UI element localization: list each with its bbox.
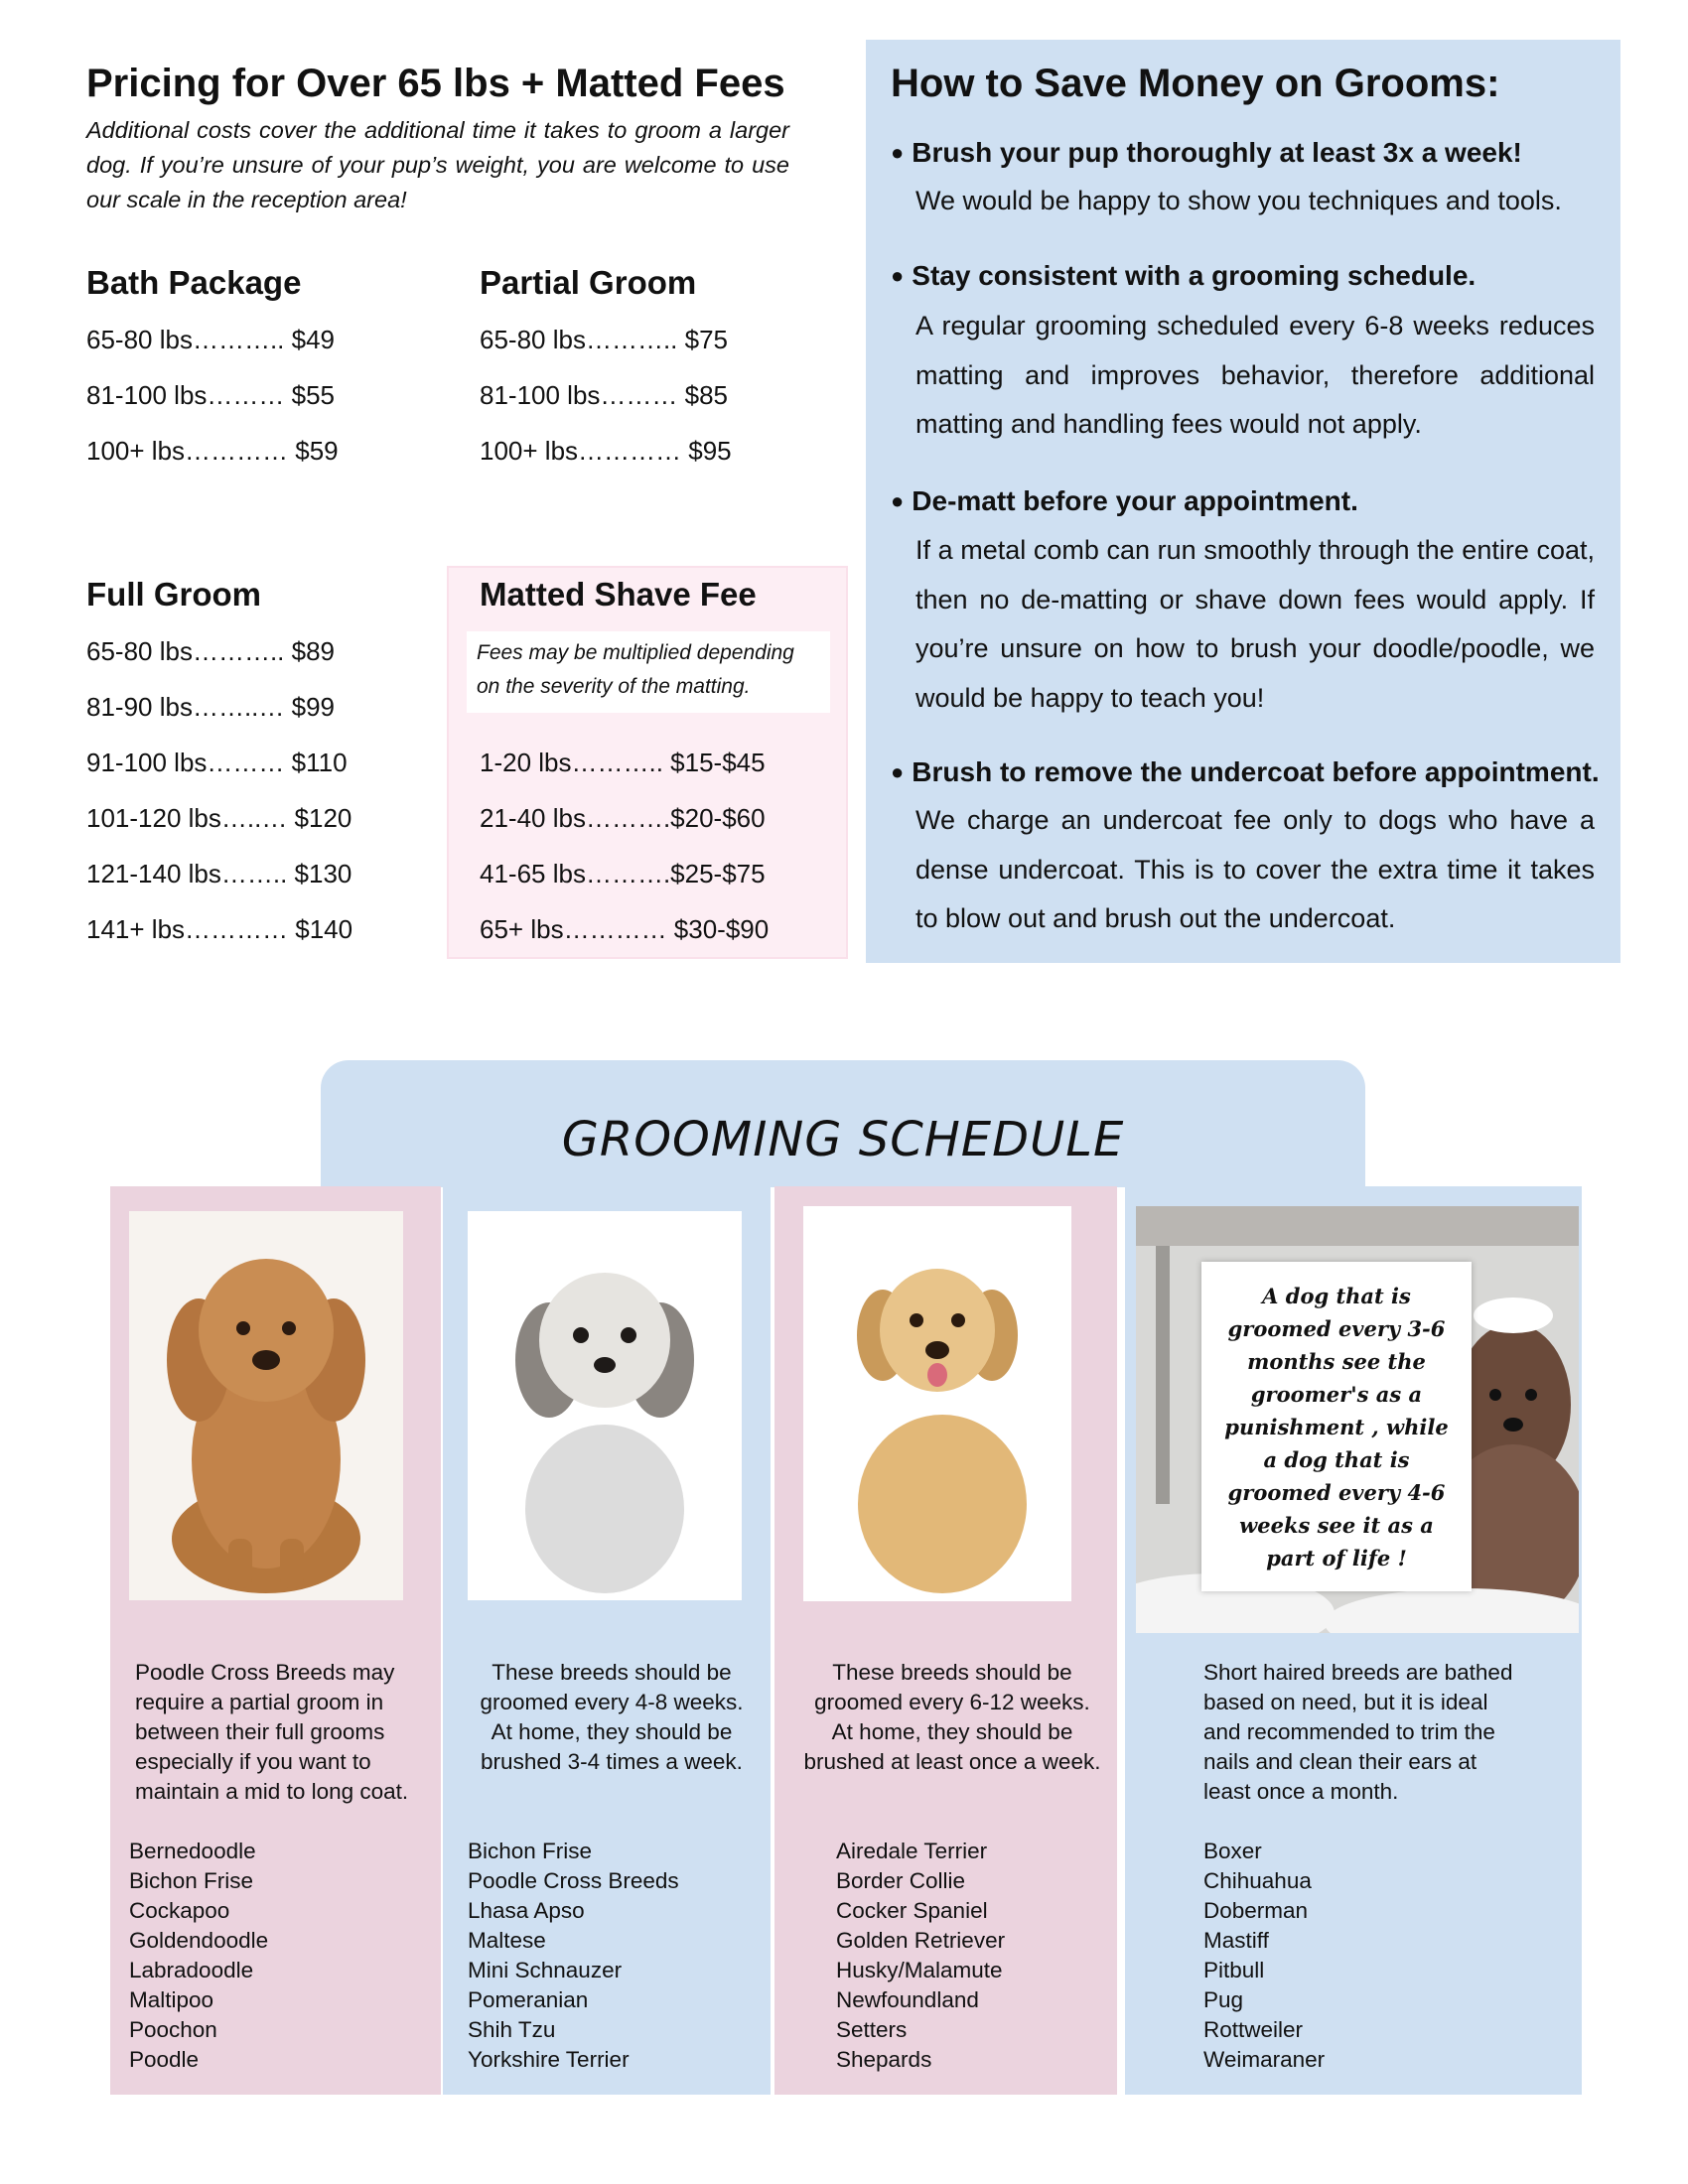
description-line: maintain a mid to long coat. [135,1779,409,1804]
description-line: especially if you want to [135,1749,371,1774]
breed-item: Maltipoo [129,1987,214,2012]
breed-item: Chihuahua [1203,1868,1312,1893]
bullet-icon: ● [891,488,905,513]
golden-retriever-photo [803,1206,1071,1601]
quote-line: part of life ! [1266,1546,1407,1570]
breed-item: Shih Tzu [468,2017,556,2042]
tip-body: We charge an undercoat fee only to dogs who have a dense undercoat. This is to cover the extra time it takes to blow out and brush out the undercoat. [915,805,1595,933]
breed-item: Airedale Terrier [836,1839,988,1863]
breed-item: Setters [836,2017,908,2042]
price-row: 121-140 lbs…….. $130 [86,859,352,888]
full-groom-title: Full Groom [86,576,261,613]
price-row: 41-65 lbs……….$25-$75 [480,859,766,888]
price-row: 65-80 lbs……….. $75 [480,325,729,354]
quote-line: a dog that is [1263,1447,1410,1472]
pricing-intro: Additional costs cover the additional time it takes to groom a larger dog. If you’re unsure of your pup’s weight, you are welcome to use our scale in the reception area! [86,117,789,212]
bullet-icon: ● [891,140,905,165]
breed-item: Golden Retriever [836,1928,1006,1953]
price-row: 65-80 lbs……….. $89 [86,636,336,666]
tip-heading-text: Stay consistent with a grooming schedule. [912,260,1477,291]
breed-item: Lhasa Apso [468,1898,585,1923]
description-line: brushed at least once a week. [803,1749,1101,1774]
price-row: 1-20 lbs……….. $15-$45 [480,748,766,777]
description-line: nails and clean their ears at [1203,1749,1477,1774]
breed-item: Poodle [129,2047,200,2072]
tip-body: We would be happy to show you techniques and tools. [915,186,1562,215]
quote-line: A dog that is [1262,1284,1411,1308]
quote-line: punishment , while [1224,1415,1449,1439]
quote-line: weeks see it as a [1239,1513,1434,1538]
price-row: 81-90 lbs……..… $99 [86,692,336,722]
description-line: At home, they should be [831,1719,1073,1744]
breed-item: Pug [1203,1987,1244,2012]
description-line: brushed 3-4 times a week. [481,1749,743,1774]
breed-item: Mini Schnauzer [468,1958,623,1982]
price-row: 91-100 lbs……… $110 [86,748,348,777]
breed-item: Bichon Frise [468,1839,593,1863]
pricing-title: Pricing for Over 65 lbs + Matted Fees [86,62,785,105]
schedule-description [1203,1658,1561,1807]
description-line: These breeds should be [492,1660,732,1685]
breed-item: Bernedoodle [129,1839,256,1863]
matted-shave-prices [480,735,769,957]
shih-tzu-photo [468,1211,742,1600]
breed-item: Mastiff [1203,1928,1269,1953]
tip-heading-text: Brush to remove the undercoat before appointment. [912,756,1600,787]
tip-body: If a metal comb can run smoothly through the entire coat, then no de-matting or shave down fees would apply. If you’re unsure on how to brush your doodle/poodle, we would be happy to teach you! [915,535,1595,713]
description-line: require a partial groom in [135,1690,384,1714]
breed-list [468,1837,679,2075]
tip-heading [891,137,1522,169]
quote-line: groomer's as a [1250,1382,1423,1407]
breed-list [836,1837,1005,2075]
breed-item: Maltese [468,1928,546,1953]
breed-item: Border Collie [836,1868,966,1893]
price-row: 100+ lbs………… $59 [86,436,339,466]
bath-package-prices [86,312,339,478]
tip-heading [891,260,1476,292]
description-line: These breeds should be [832,1660,1072,1685]
description-line: At home, they should be [491,1719,733,1744]
description-line: least once a month. [1203,1779,1399,1804]
breed-item: Doberman [1203,1898,1309,1923]
breed-item: Rottweiler [1203,2017,1304,2042]
matted-shave-title: Matted Shave Fee [480,576,757,613]
breed-item: Pitbull [1203,1958,1265,1982]
price-row: 65+ lbs………… $30-$90 [480,914,770,944]
tip-heading [891,756,1600,788]
quote-line: months see the [1247,1349,1426,1374]
breed-item: Boxer [1203,1839,1262,1863]
breed-item: Husky/Malamute [836,1958,1003,1982]
grooming-quote-card [1201,1262,1472,1591]
doodle-photo [129,1211,403,1600]
description-line: Poodle Cross Breeds may [135,1660,395,1685]
breed-item: Goldendoodle [129,1928,269,1953]
bath-package-title: Bath Package [86,264,302,301]
tip-heading-text: De-matt before your appointment. [912,485,1358,516]
breed-item: Yorkshire Terrier [468,2047,630,2072]
breed-item: Poochon [129,2017,217,2042]
breed-item: Weimaraner [1203,2047,1326,2072]
price-row: 21-40 lbs……….$20-$60 [480,803,766,833]
price-row: 65-80 lbs……….. $49 [86,325,336,354]
schedule-description [135,1658,433,1807]
full-groom-prices [86,623,352,957]
breed-item: Labradoodle [129,1958,254,1982]
breed-item: Newfoundland [836,1987,979,2012]
description-line: groomed every 4-8 weeks. [480,1690,744,1714]
breed-item: Cocker Spaniel [836,1898,988,1923]
breed-item: Pomeranian [468,1987,589,2012]
breed-list [1203,1837,1325,2075]
quote-line: groomed every 3-6 [1227,1316,1446,1341]
matted-shave-note: Fees may be multiplied depending on the severity of the matting. [467,631,830,713]
bullet-icon: ● [891,263,905,288]
breed-item: Cockapoo [129,1898,230,1923]
schedule-description [468,1658,756,1777]
price-row: 81-100 lbs……… $85 [480,380,729,410]
partial-groom-title: Partial Groom [480,264,697,301]
breed-item: Shepards [836,2047,932,2072]
partial-groom-prices [480,312,732,478]
price-row: 141+ lbs………… $140 [86,914,353,944]
tip-heading-text: Brush your pup thoroughly at least 3x a week! [912,137,1522,168]
description-line: groomed every 6-12 weeks. [814,1690,1090,1714]
breed-item: Bichon Frise [129,1868,254,1893]
tips-title: How to Save Money on Grooms: [891,62,1500,105]
description-line: and recommended to trim the [1203,1719,1495,1744]
breed-item: Poodle Cross Breeds [468,1868,679,1893]
price-row: 100+ lbs………… $95 [480,436,732,466]
quote-line: groomed every 4-6 [1227,1480,1446,1505]
tip-body: A regular grooming scheduled every 6-8 weeks reduces matting and improves behavior, therefore additional matting and handling fees would not apply. [915,311,1595,439]
description-line: between their full grooms [135,1719,385,1744]
price-row: 81-100 lbs……… $55 [86,380,336,410]
tip-heading [891,485,1358,517]
description-line: Short haired breeds are bathed [1203,1660,1513,1685]
schedule-title: GROOMING SCHEDULE [561,1112,1125,1167]
description-line: based on need, but it is ideal [1203,1690,1488,1714]
bullet-icon: ● [891,759,905,784]
price-row: 101-120 lbs…..… $120 [86,803,352,833]
breed-list [129,1837,268,2075]
schedule-description [803,1658,1101,1777]
